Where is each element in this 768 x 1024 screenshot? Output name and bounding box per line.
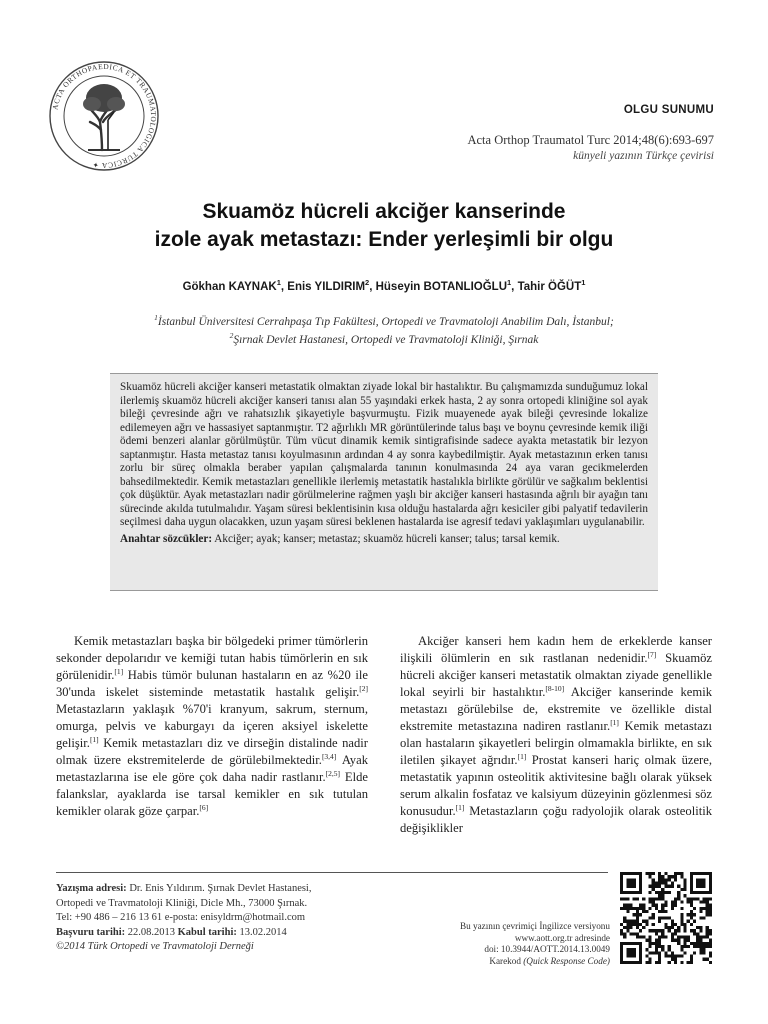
author-affiliation-mark: 2: [365, 278, 370, 288]
author-affiliation-mark: 1: [276, 278, 281, 288]
footer-divider: [56, 872, 608, 873]
paragraph-left: Kemik metastazları başka bir bölgedeki primer tümörlerin sekonder depolarıdır ve kemiği tutan habis tümörlerin en sık görülenidir.[1] Habis tümör bulunan hastaların en az %20 ile 30'unda iskelet sisteminde metastatik hastalık gelişir.[2] Metastazların yaklaşık %70'i kranyum, sakrum, sternum, omurga, pelvis ve kaburgayı da içeren aksiyel iskelette gelişir.[1] Kemik metastazları diz ve dirseğin distalinde nadir olmak üzere ekstremitelerde de görülebilmektedir.[3,4] Ayak metastazlarına ise ele göre çok daha nadir rastlanır.[2,5] Elde falankslar, ayaklarda ise tarsal kemikler en sık tutulan kemikler olarak göze çarpar.[6]: [56, 634, 368, 818]
reference-mark: [6]: [199, 802, 209, 812]
title-line-2: izole ayak metastazı: Ender yerleşimli bir olgu: [154, 228, 614, 251]
reference-mark: [1]: [114, 666, 124, 676]
keywords: [120, 533, 648, 547]
author-name: Tahir ÖĞÜT: [517, 281, 582, 293]
reference-mark: [7]: [647, 649, 657, 659]
reference-mark: [2,5]: [325, 768, 341, 778]
paragraph-right: Akciğer kanseri hem kadın hem de erkeklerde kanser ilişkili ölümlerin en sık rastlanan nedenidir.[7] Skuamöz hücreli akciğer kanseri metastatik olmaktan ziyade genellikle lokal seyirli bir hastalıktır.[8-10] Akciğer kanserinde kemik metastazı görülebilse de, ekstremite ve özellikle distal ekstremite metastazına nadiren rastlanır.[1] Kemik metastazı olan hastaların şikayetleri belirgin olmamakla birlikte, en sık iletilen şikayet ağrıdır.[1] Prostat kanseri hariç olmak üzere, metastatik yapının osteolitik aktivitesine bağlı olarak yüksek serum alkalin fosfataz ve kalsiyum düzeyinin gözlenmesi söz konusudur.[1] Metastazların çoğu radyolojik olarak osteolitik değişiklikler: [400, 634, 712, 835]
affiliation-line: $^2$Şırnak Devlet Hastanesi, Ortopedi ve Travmatoloji Kliniği, Şırnak: [229, 331, 539, 346]
keywords-label: Anahtar sözcükler:: [120, 532, 213, 545]
qr-caption: Karekod (Quick Response Code): [489, 955, 610, 966]
keywords-text: Akciğer; ayak; kanser; metastaz; skuamöz hücreli kanser; talus; tarsal kemik.: [214, 532, 560, 545]
section-label: OLGU SUNUMU: [623, 104, 714, 116]
svg-text:ACTA ORTHOPAEDICA ET TRAUMATOL: ACTA ORTHOPAEDICA ET TRAUMATOLOGICA TURCICA ✦: [50, 61, 159, 171]
correspondence-block: [56, 882, 386, 955]
abstract-box: [110, 373, 658, 591]
article-title: [0, 198, 768, 254]
journal-citation: Acta Orthop Traumatol Turc 2014;48(6):693-697: [467, 133, 714, 147]
citation-note: künyeli yazının Türkçe çevirisi: [573, 150, 714, 162]
reference-mark: [3,4]: [321, 751, 337, 761]
correspondence-address: Ortopedi ve Travmatoloji Kliniği, Dicle Mh., 73000 Şırnak.: [56, 897, 308, 909]
author-affiliation-mark: 1: [507, 278, 512, 288]
copyright: ©2014 Türk Ortopedi ve Travmatoloji Derneği: [56, 941, 254, 953]
title-line-1: Skuamöz hücreli akciğer kanserinde: [202, 200, 566, 223]
author-name: Hüseyin BOTANLIOĞLU: [375, 281, 507, 293]
body-column-left: [56, 633, 368, 820]
submission-dates: Başvuru tarihi: 22.08.2013 Kabul tarihi: 13.02.2014: [56, 926, 287, 938]
reference-mark: [8-10]: [545, 683, 565, 693]
journal-logo: [48, 60, 160, 172]
body-column-right: [400, 633, 712, 837]
author-name: Gökhan KAYNAK: [182, 281, 277, 293]
correspondence-line: Yazışma adresi: Dr. Enis Yıldırım. Şırnak Devlet Hastanesi,: [56, 883, 312, 894]
reference-mark: [1]: [517, 751, 527, 761]
reference-mark: [1]: [610, 717, 619, 727]
affiliation-line: $^1$İstanbul Üniversitesi Cerrahpaşa Tıp Fakültesi, Ortopedi ve Travmatoloji Anabilim Dalı, İstanbul;: [154, 313, 614, 328]
online-version-note: Bu yazının çevrimiçi İngilizce versiyonu www.aott.org.tr adresinde doi: 10.3944/AOTT.2014.13.0049 Karekod (Quick Response Code): [370, 921, 610, 967]
contact-info: Tel: +90 486 – 216 13 61 e-posta: enisyldrm@hotmail.com: [56, 912, 306, 924]
author-affiliation-mark: 1: [581, 278, 586, 288]
reference-mark: [2]: [359, 683, 368, 693]
qr-code-icon: [620, 872, 712, 964]
affiliations: [0, 313, 768, 349]
reference-mark: [1]: [455, 802, 465, 812]
abstract-text: Skuamöz hücreli akciğer kanseri metastatik olmaktan ziyade lokal bir hastalıktır. Bu çalışmamızda sunduğumuz lokal ilerlemiş skuamöz hücreli akciğer kanseri tanısı alan 55 yaşındaki erkek hasta, 2 ay sonra ortopedi kliniğine sol ayak bileği çevresinde ağrı ve rahatsızlık şikayetiyle başvurmuştu. Fizik muayenede ayak bileği çevresinde lokalize edilemeyen ağrı ve hassasiyet saptanmıştır. T2 ağırlıklı MR görüntülerinde talus başı ve boynu çevresinde kemik iliği ödemi benzeri alanlar görülmüştür. Tüm vücut dinamik kemik sintigrafisinde sadece ayakta metastatik bir lezyon saptanmıştır. Hasta metastaz tanısı koyulmasının ardından 4 ay sonra kaybedilmiştir. Ayak metastazının erken tanısı zorlu bir süreç olmakla beraber yapılan çalışmalarda tanının konulmasında 24 aya varan gecikmelerden bahsedilmektedir. Kemik metastazları genellikle ilerlemiş metastatik hastalıkla birlikte görülür ve sağkalım beklentisi çok düşüktür. Ayak metastazları nadir görülmelerine rağmen yaşlı bir akciğer kanseri hastasında ağrılı bir ayağın tanı sürecinde akılda tutulmalıdır. Yaşam süresi beklentisinin kısa olduğu hastalarda ağrı kesiciler gibi palyatif tedavilerin seçilmesi daha uygun olacakken, uzun yaşam süresi beklenen hastalarda ise agresif tedavi yaklaşımları uygulanabilir.: [120, 381, 648, 528]
author-name: Enis YILDIRIM: [287, 281, 366, 293]
author-list: Gökhan KAYNAK$^1$, Enis YILDIRIM$^2$, Hüseyin BOTANLIOĞLU$^1$, Tahir ÖĞÜT$^1$: [182, 278, 586, 293]
reference-mark: [1]: [89, 734, 99, 744]
